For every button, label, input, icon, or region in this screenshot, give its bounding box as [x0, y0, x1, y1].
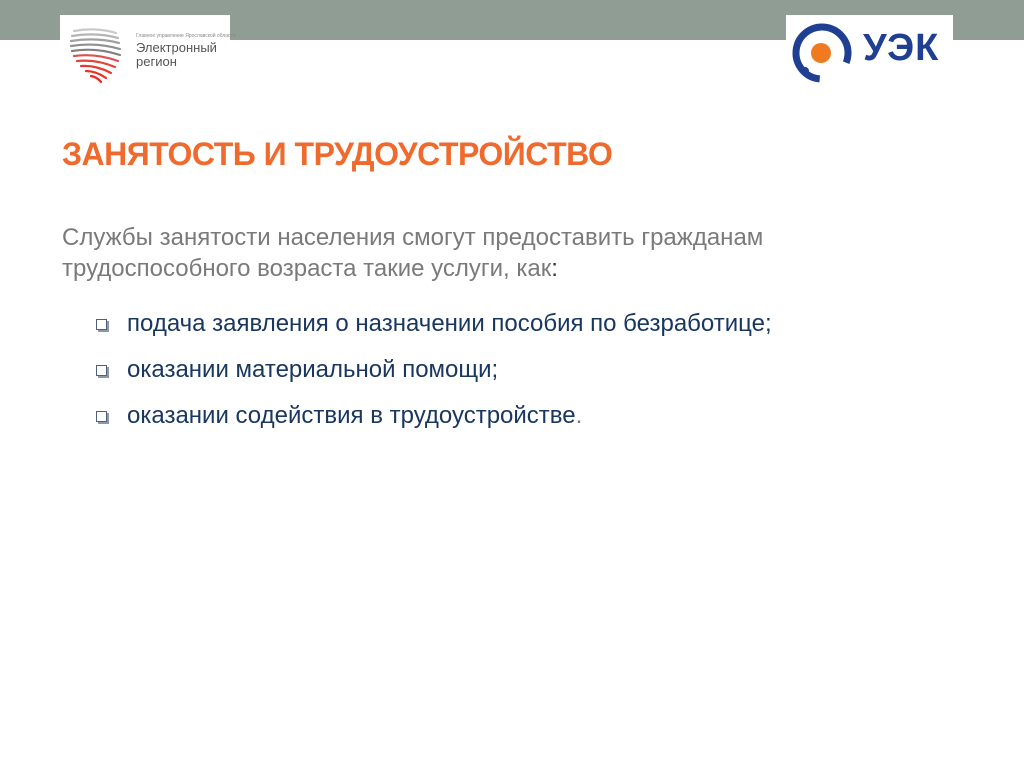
- list-item: [96, 308, 976, 354]
- intro-paragraph: [62, 222, 942, 284]
- list-item-text: оказании содействия в трудоустройстве: [127, 402, 576, 429]
- uek-ring-icon: [790, 21, 862, 83]
- page-title: ЗАНЯТОСТЬ И ТРУДОУСТРОЙСТВО: [62, 136, 613, 172]
- striped-map-emblem-icon: [66, 25, 132, 85]
- intro-text: Службы занятости населения смогут предоставить гражданам трудоспособного возраста такие услуги, как: [62, 224, 764, 282]
- intro-colon: :: [551, 255, 558, 282]
- list-item-tail: .: [575, 402, 583, 429]
- services-list: [96, 308, 976, 446]
- logo-tagline: Главное управление Ярославской области: [136, 33, 236, 39]
- square-checkbox-bullet-icon: [96, 365, 107, 376]
- list-item-text: оказании материальной помощи;: [127, 356, 499, 383]
- square-checkbox-bullet-icon: [96, 319, 107, 330]
- electronic-region-logo: [60, 15, 236, 95]
- list-item-text: подача заявления о назначении пособия по безработице;: [127, 310, 772, 337]
- logo-name-line1: Электронный: [136, 40, 217, 55]
- uek-brand-text: УЭК: [863, 27, 940, 69]
- uek-logo: [786, 15, 953, 85]
- logo-name-line2: регион: [136, 54, 177, 69]
- logo-name: [136, 41, 217, 69]
- list-item: [96, 354, 976, 400]
- square-checkbox-bullet-icon: [96, 411, 107, 422]
- list-item: [96, 400, 976, 446]
